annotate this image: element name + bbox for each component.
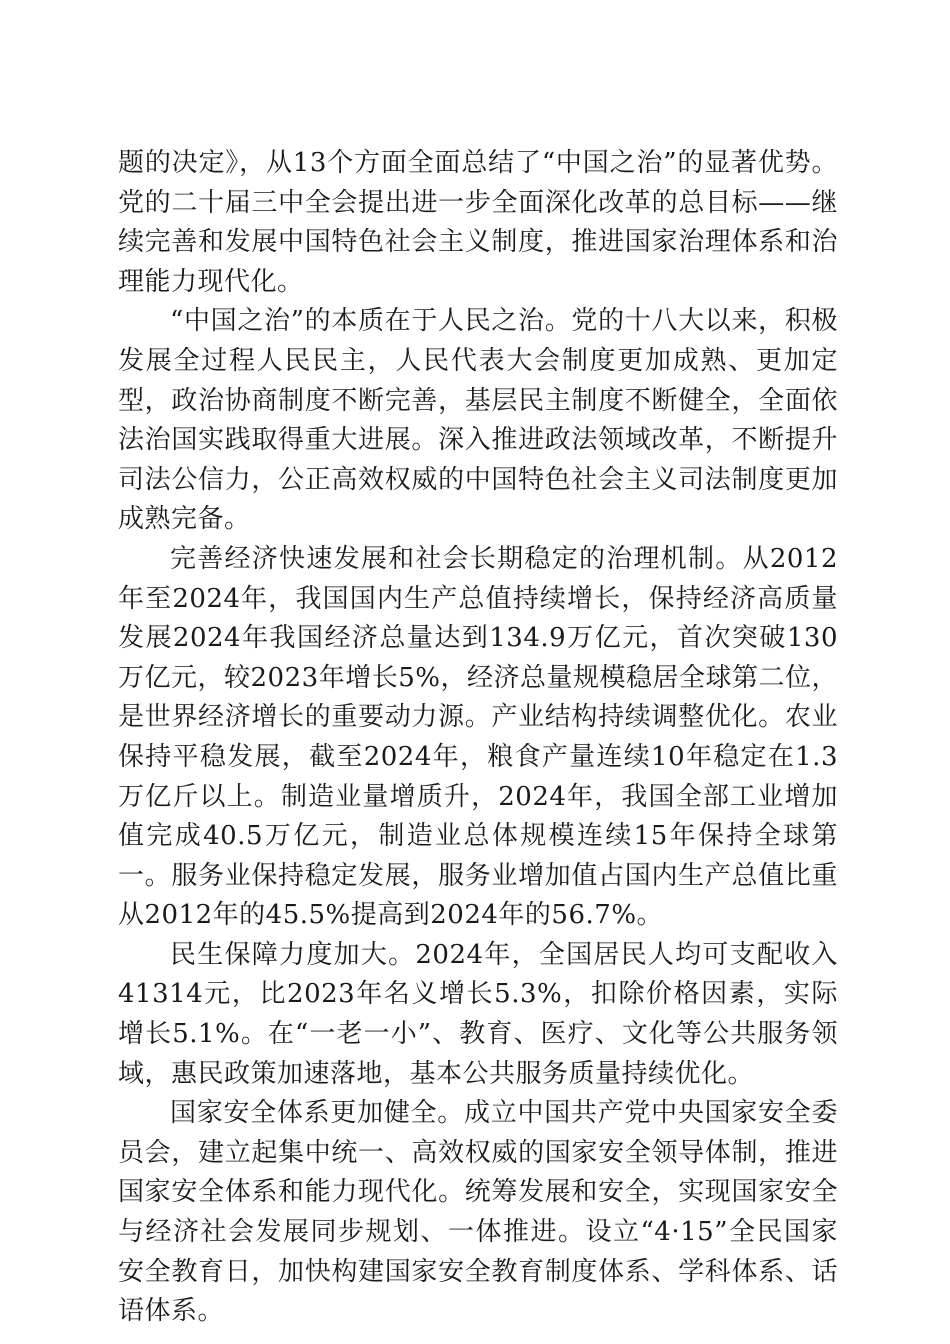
paragraph-1: 题的决定》，从13个方面全面总结了“中国之治”的显著优势。党的二十届三中全会提出进一步全面深化改革的总目标——继续完善和发展中国特色社会主义制度，推进国家治理体系和治理能力现代化。 [118, 148, 838, 297]
paragraph-2: “中国之治”的本质在于人民之治。党的十八大以来，积极发展全过程人民民主，人民代表大会制度更加成熟、更加定型，政治协商制度不断完善，基层民主制度不断健全，全面依法治国实践取得重大进展。深入推进政法领域改革，不断提升司法公信力，公正高效权威的中国特色社会主义司法制度更加成熟完备。 [118, 306, 838, 535]
paragraph-5: 国家安全体系更加健全。成立中国共产党中央国家安全委员会，建立起集中统一、高效权威的国家安全领导体制，推进国家安全体系和能力现代化。统筹发展和安全，实现国家安全与经济社会发展同步规划、一体推进。设立“4·15”全民国家安全教育日，加快构建国家安全教育制度体系、学科体系、话语体系。 [118, 1098, 838, 1327]
document-body [118, 144, 838, 1332]
paragraph-3: 完善经济快速发展和社会长期稳定的治理机制。从2012年至2024年，我国国内生产总值持续增长，保持经济高质量发展2024年我国经济总量达到134.9万亿元，首次突破130万亿元，较2023年增长5%，经济总量规模稳居全球第二位，是世界经济增长的重要动力源。产业结构持续调整优化。农业保持平稳发展，截至2024年，粮食产量连续10年稳定在1.3万亿斤以上。制造业量增质升，2024年，我国全部工业增加值完成40.5万亿元，制造业总体规模连续15年保持全球第一。服务业保持稳定发展，服务业增加值占国内生产总值比重从2012年的45.5%提高到2024年的56.7%。 [118, 543, 838, 931]
paragraph-4: 民生保障力度加大。2024年，全国居民人均可支配收入41314元，比2023年名义增长5.3%，扣除价格因素，实际增长5.1%。在“一老一小”、教育、医疗、文化等公共服务领域，惠民政策加速落地，基本公共服务质量持续优化。 [118, 939, 838, 1089]
